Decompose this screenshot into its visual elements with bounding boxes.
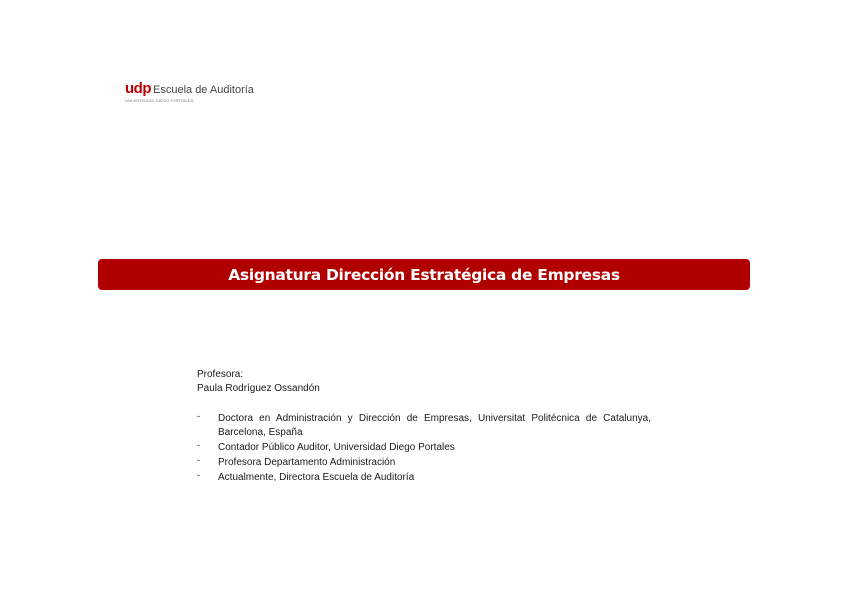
dash-bullet-icon: - xyxy=(197,440,200,450)
logo-tagline: UNIVERSIDAD DIEGO PORTALES xyxy=(125,98,194,103)
list-item xyxy=(197,456,651,470)
credential-text: Doctora en Administración y Dirección de Empresas, Universitat Politécnica de Catalunya, Barcelona, España xyxy=(218,413,651,438)
professor-label: Profesora: xyxy=(197,369,244,380)
credential-text: Contador Público Auditor, Universidad Diego Portales xyxy=(218,442,455,453)
logo-row xyxy=(125,80,285,97)
dash-bullet-icon: - xyxy=(197,470,200,480)
title-banner xyxy=(98,259,750,290)
dash-bullet-icon: - xyxy=(197,411,200,421)
credential-text: Actualmente, Directora Escuela de Auditoría xyxy=(218,472,415,483)
list-item xyxy=(197,441,651,455)
credential-text: Profesora Departamento Administración xyxy=(218,457,396,468)
professor-info xyxy=(197,368,651,486)
professor-name: Paula Rodríguez Ossandón xyxy=(197,383,320,394)
credentials-list xyxy=(197,412,651,485)
list-item xyxy=(197,412,651,440)
course-title: Asignatura Dirección Estratégica de Empresas xyxy=(228,265,620,284)
logo-school-name: Escuela de Auditoría xyxy=(153,84,254,96)
list-item xyxy=(197,471,651,485)
logo-mark: udp xyxy=(125,80,151,97)
dash-bullet-icon: - xyxy=(197,455,200,465)
udp-logo xyxy=(125,80,285,103)
